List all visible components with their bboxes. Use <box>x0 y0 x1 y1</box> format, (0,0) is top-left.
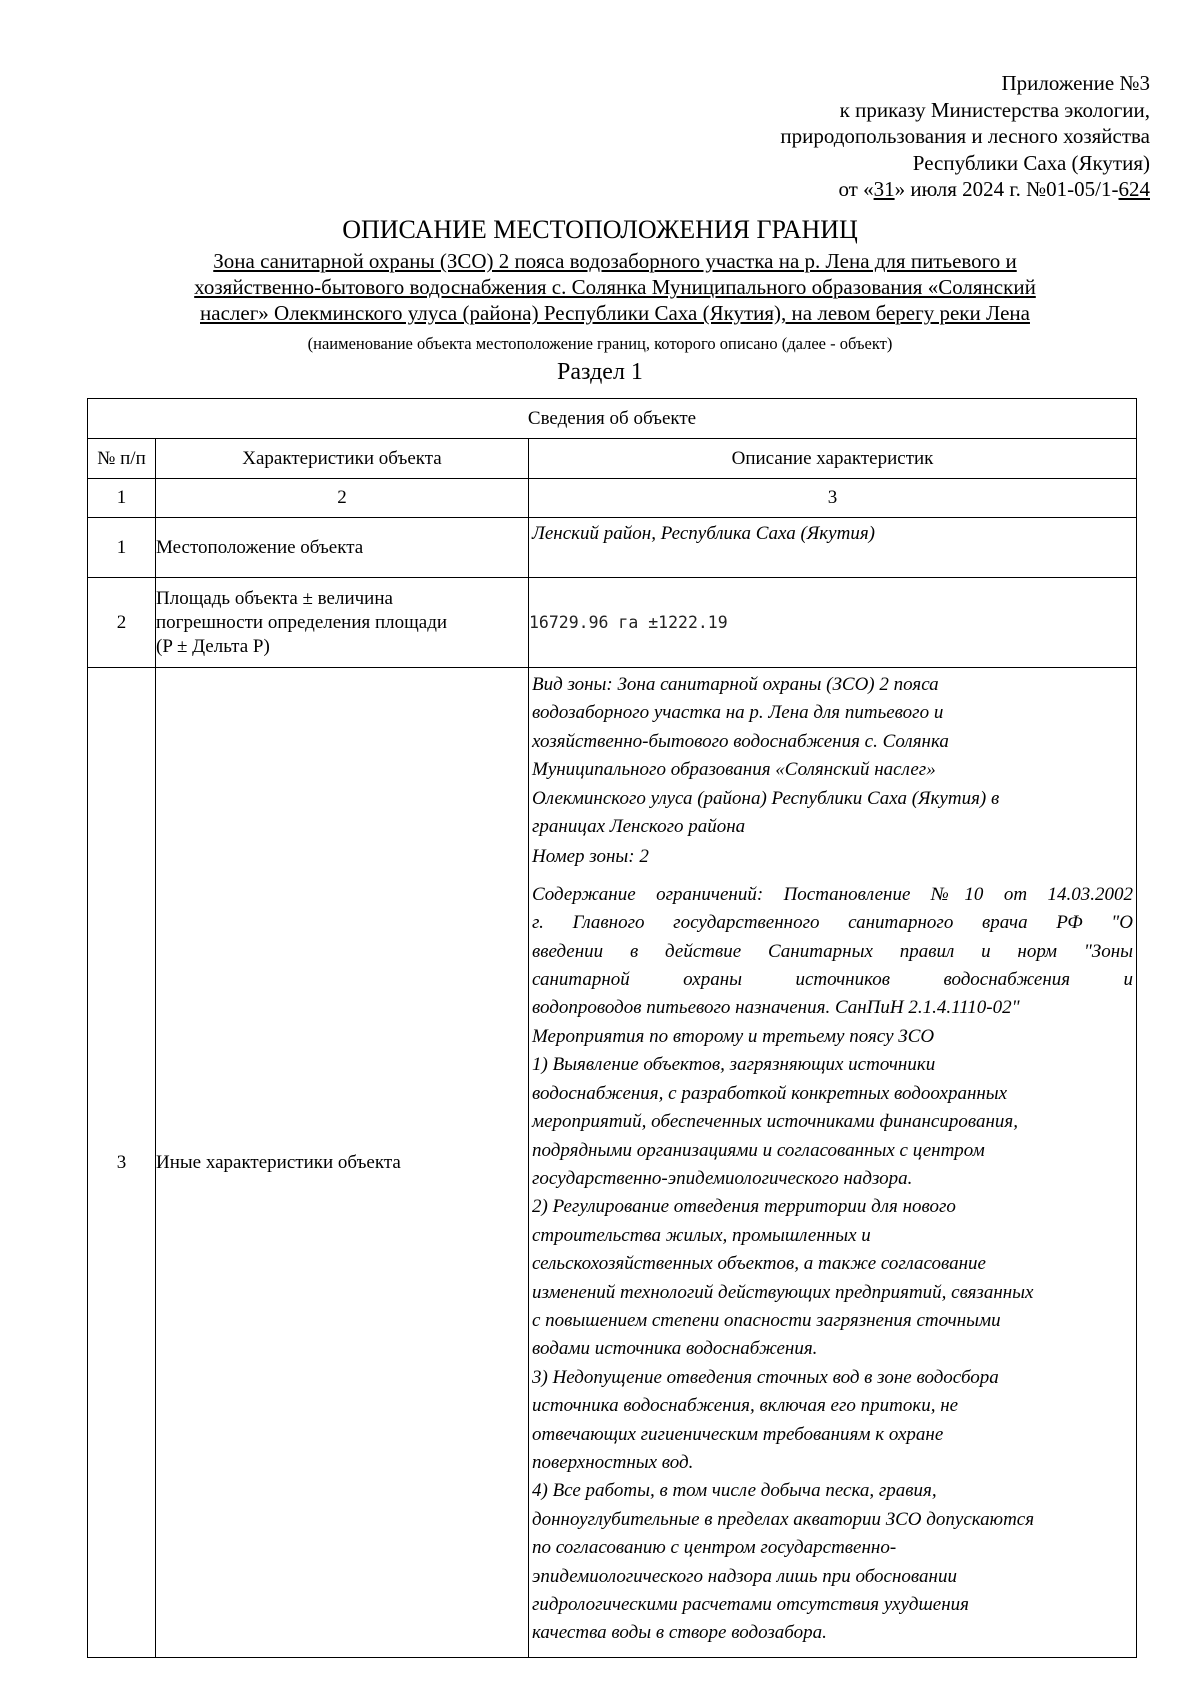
restrictions <box>529 881 1136 1648</box>
object-name-line: Зона санитарной охраны (ЗСО) 2 пояса водозаборного участка на р. Лена для питьевого и <box>213 249 1017 273</box>
text-line: подрядными организациями и согласованных с центром <box>532 1139 985 1161</box>
text-line: донноуглубительные в пределах акватории ЗСО допускаются <box>532 1508 1035 1530</box>
location-value: Ленский район, Республика Саха (Якутия) <box>532 523 875 544</box>
row-num: 3 <box>88 668 156 1658</box>
text-line: по согласованию с центром государственно- <box>532 1537 897 1559</box>
text-line: 2) Регулирование отведения территории для нового <box>532 1196 956 1218</box>
text-line: государственно-эпидемиологического надзора. <box>532 1167 913 1189</box>
text-line: водоснабжения, с разработкой конкретных водоохранных <box>532 1082 1008 1104</box>
other-characteristics-cell <box>529 668 1137 1658</box>
table-header-row <box>88 439 1137 479</box>
col-number: 3 <box>529 479 1137 518</box>
order-number: 624 <box>1118 177 1150 201</box>
row-value-cell <box>529 518 1137 578</box>
object-name <box>120 248 1110 326</box>
order-line-2: к приказу Министерства экологии, <box>839 97 1150 122</box>
text-line: строительства жилых, промышленных и <box>532 1224 871 1246</box>
table-row <box>88 578 1137 668</box>
area-name-line: (P ± Дельта P) <box>156 635 270 657</box>
row-name <box>156 578 529 668</box>
table-caption: Сведения об объекте <box>88 399 1137 439</box>
zone-number: Номер зоны: 2 <box>532 846 649 868</box>
area-name-line: погрешности определения площади <box>156 611 448 633</box>
row-name: Иные характеристики объекта <box>156 668 529 1658</box>
text-line: изменений технологий действующих предприятий, связанных <box>532 1281 1034 1303</box>
text-line: качества воды в створе водозабора. <box>532 1622 827 1644</box>
text-line: поверхностных вод. <box>532 1451 694 1473</box>
document-title: ОПИСАНИЕ МЕСТОПОЛОЖЕНИЯ ГРАНИЦ <box>342 215 858 244</box>
text-line: Вид зоны: Зона санитарной охраны (ЗСО) 2 пояса <box>532 674 939 695</box>
zone-type <box>529 668 1136 841</box>
text-line: 1) Выявление объектов, загрязняющих источники <box>532 1054 936 1076</box>
table-row <box>88 668 1137 1658</box>
object-name-line: хозяйственно-бытового водоснабжения с. Солянка Муниципального образования «Солянский <box>194 275 1036 299</box>
col-number: 1 <box>88 479 156 518</box>
column-number-row <box>88 479 1137 518</box>
table-row <box>88 518 1137 578</box>
table-caption-row <box>88 399 1137 439</box>
text-line: Муниципального образования «Солянский наслег» <box>532 759 936 781</box>
text-line: эпидемиологического надзора лишь при обосновании <box>532 1565 957 1587</box>
header-description: Описание характеристик <box>529 439 1137 479</box>
text-line: введении в действие Санитарных правил и норм "Зоны <box>532 940 1134 962</box>
section-title: Раздел 1 <box>557 359 643 385</box>
text-line: 4) Все работы, в том числе добыча песка, гравия, <box>532 1480 937 1502</box>
object-info-table <box>87 398 1137 1658</box>
document-header <box>780 70 1150 203</box>
text-line: санитарной охраны источников водоснабжения и <box>532 969 1134 991</box>
header-characteristic: Характеристики объекта <box>156 439 529 479</box>
order-date-line <box>780 176 1150 203</box>
text-line: Мероприятия по второму и третьему поясу ЗСО <box>532 1025 935 1047</box>
object-name-note: (наименование объекта местоположение границ, которого описано (далее - объект) <box>307 334 893 353</box>
date-day: 31 <box>873 177 895 201</box>
row-num: 1 <box>88 518 156 578</box>
header-num: № п/п <box>88 439 156 479</box>
appendix-label: Приложение №3 <box>1001 71 1150 95</box>
text-line: мероприятий, обеспеченных источниками финансирования, <box>532 1111 1018 1133</box>
text-line: водами источника водоснабжения. <box>532 1338 818 1360</box>
area-name-line: Площадь объекта ± величина <box>156 587 393 609</box>
text-line: г. Главного государственного санитарного врача РФ "О <box>532 912 1134 934</box>
text-line: с повышением степени опасности загрязнения сточными <box>532 1309 1001 1331</box>
text-line: водопроводов питьевого назначения. СанПиН 2.1.4.1110-02" <box>532 997 1020 1019</box>
text-line: границах Ленского района <box>532 816 746 838</box>
date-middle: » июля 2024 г. №01-05/1- <box>894 177 1119 201</box>
area-value: 16729.96 га ±1222.19 <box>529 578 1137 668</box>
col-number: 2 <box>156 479 529 518</box>
row-num: 2 <box>88 578 156 668</box>
text-line: гидрологическими расчетами отсутствия ухудшения <box>532 1594 969 1615</box>
text-line: отвечающих гигиеническим требованиям к охране <box>532 1423 944 1445</box>
order-line-4: Республики Саха (Якутия) <box>912 150 1150 175</box>
date-prefix: от « <box>838 177 874 201</box>
row-name: Местоположение объекта <box>156 518 529 578</box>
order-line-3: природопользования и лесного хозяйства <box>780 124 1150 148</box>
text-line: Олекминского улуса (района) Республики Саха (Якутия) в <box>532 787 1000 809</box>
object-name-line: наслег» Олекминского улуса (района) Республики Саха (Якутия), на левом берегу реки Лена <box>200 301 1030 325</box>
text-line: хозяйственно-бытового водоснабжения с. Солянка <box>532 730 949 752</box>
text-line: Содержание ограничений: Постановление №10 от 14.03.2002 <box>532 883 1134 905</box>
text-line: 3) Недопущение отведения сточных вод в зоне водосбора <box>532 1366 999 1388</box>
text-line: сельскохозяйственных объектов, а также согласование <box>532 1253 986 1275</box>
text-line: источника водоснабжения, включая его притоки, не <box>532 1395 959 1417</box>
text-line: водозаборного участка на р. Лена для питьевого и <box>532 702 944 724</box>
